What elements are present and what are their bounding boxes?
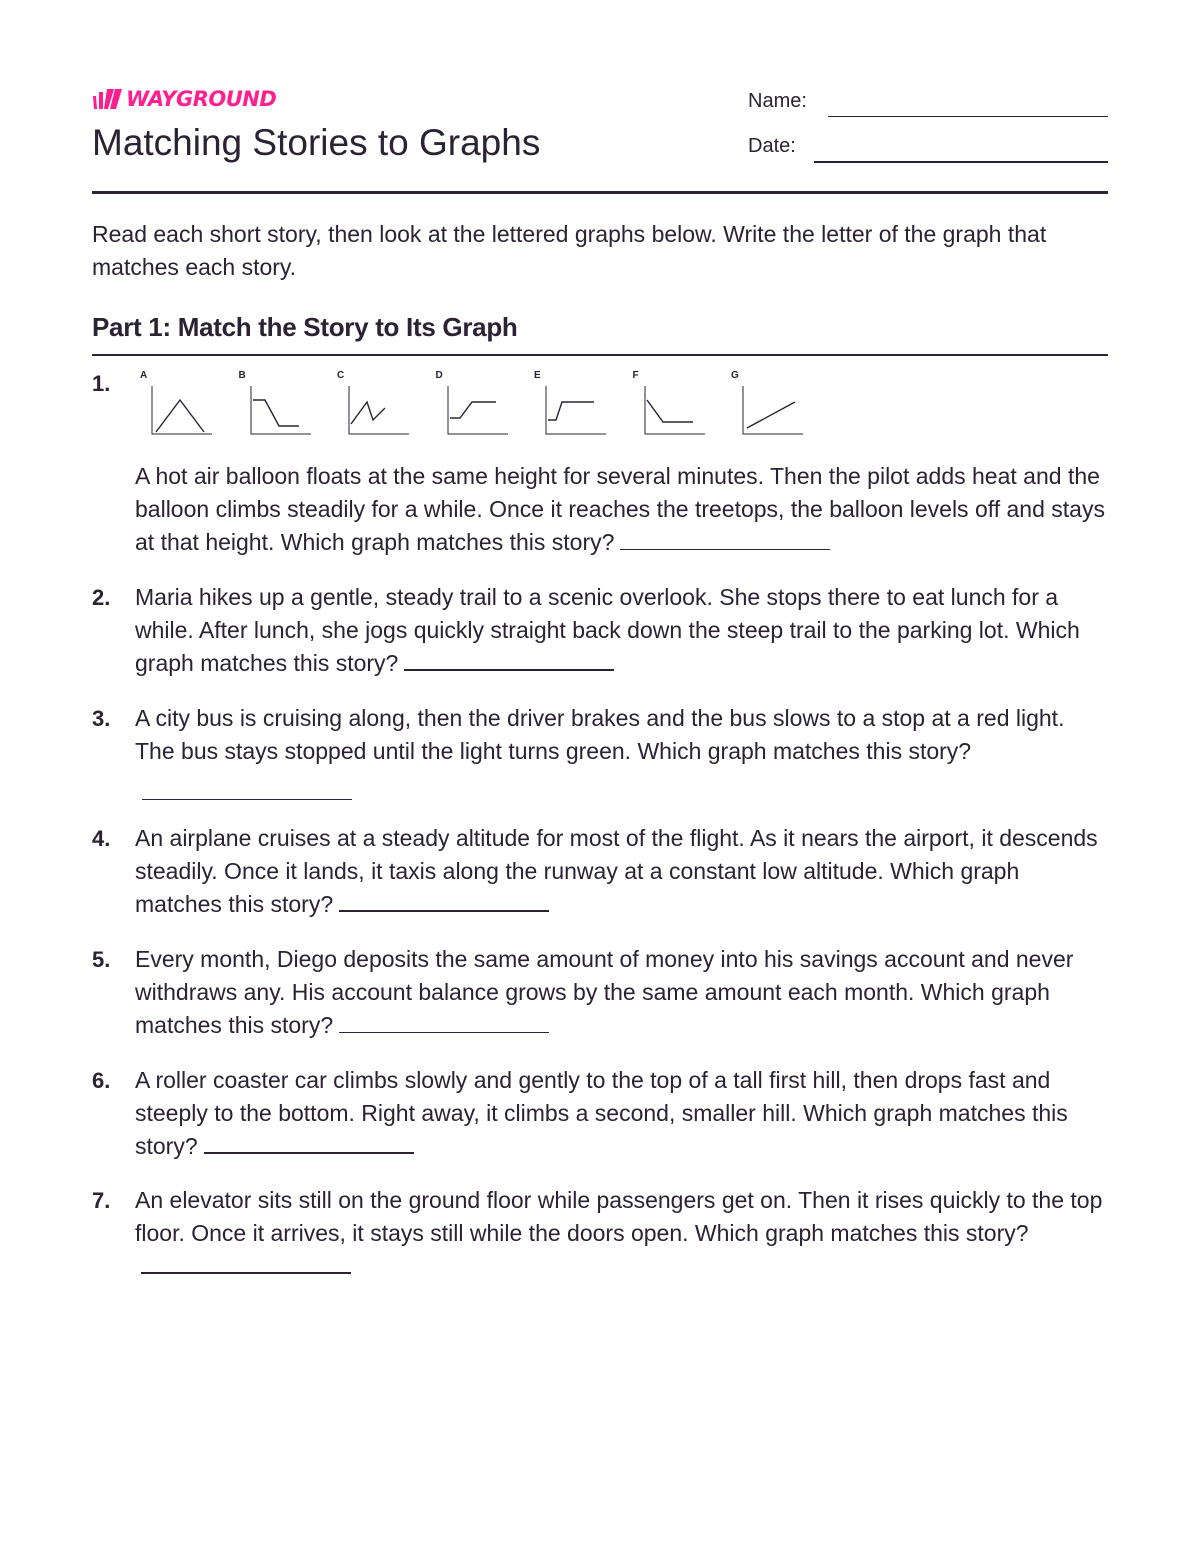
- question-3-answer-blank[interactable]: [142, 799, 352, 800]
- graph-d-line: [450, 402, 496, 418]
- graph-c: [339, 382, 405, 440]
- wayground-logo-icon: [92, 88, 122, 110]
- question-1-number: 1.: [92, 371, 111, 396]
- question-2: [135, 581, 1110, 680]
- question-5-number: 5.: [92, 947, 111, 972]
- graph-b-axes: [251, 386, 311, 434]
- question-5: [135, 943, 1110, 1042]
- graph-f: [635, 382, 701, 440]
- question-1-answer-blank[interactable]: [620, 531, 830, 550]
- name-field[interactable]: [828, 116, 1108, 117]
- graph-g-label: G: [731, 370, 739, 381]
- graph-a-line: [156, 400, 204, 432]
- graph-c-label: C: [337, 370, 345, 381]
- graph-e-line: [548, 402, 594, 420]
- question-4-text: An airplane cruises at a steady altitude for most of the flight. As it nears the airport, it descends steadily. Once it lands, it taxis along the runway at a constant low altitude. Which graph matches this story?: [135, 825, 1098, 917]
- question-6-number: 6.: [92, 1068, 111, 1093]
- graph-d: [438, 382, 504, 440]
- header-divider: [92, 191, 1108, 194]
- graph-b: [241, 382, 307, 440]
- graph-d-axes: [448, 386, 508, 434]
- graph-a-label: A: [140, 370, 148, 381]
- brand-name: WAYGROUND: [126, 87, 277, 111]
- instructions: Read each short story, then look at the lettered graphs below. Write the letter of the graph that matches each story.: [92, 221, 1047, 280]
- graph-c-line: [351, 402, 385, 424]
- question-7-number: 7.: [92, 1188, 111, 1213]
- graph-f-line: [647, 400, 693, 422]
- graph-g-axes: [743, 386, 803, 434]
- date-label: Date:: [748, 135, 796, 157]
- question-2-answer-blank[interactable]: [404, 651, 614, 671]
- graph-b-line: [253, 400, 299, 426]
- part-1-divider: [92, 354, 1108, 356]
- question-5-text: Every month, Diego deposits the same amount of money into his savings account and never withdraws any. His account balance grows by the same amount each month. Which graph matches this story?: [135, 946, 1074, 1038]
- graph-g-line: [747, 402, 795, 428]
- question-3: [135, 702, 1110, 768]
- question-3-text: A city bus is cruising along, then the driver brakes and the bus slows to a stop at a red light. The bus stays stopped until the light turns green. Which graph matches this story?: [135, 705, 1065, 764]
- graph-a-axes: [152, 386, 212, 434]
- graph-e: [536, 382, 602, 440]
- question-7-answer-blank[interactable]: [141, 1254, 351, 1274]
- graph-e-label: E: [534, 370, 541, 381]
- graph-e-axes: [546, 386, 606, 434]
- question-4: [135, 822, 1110, 921]
- graph-a: [142, 382, 208, 440]
- question-3-number: 3.: [92, 706, 111, 731]
- question-4-answer-blank[interactable]: [339, 892, 549, 912]
- question-7-text: An elevator sits still on the ground floor while passengers get on. Then it rises quickly to the top floor. Once it arrives, it stays still while the doors open. Which graph matches this story?: [135, 1187, 1103, 1246]
- graph-d-label: D: [435, 370, 443, 381]
- question-1-text: A hot air balloon floats at the same height for several minutes. Then the pilot adds heat and the balloon climbs steadily for a while. Once it reaches the treetops, the balloon levels off and stays at that height. Which graph matches this story?: [135, 463, 1105, 555]
- graph-f-label: F: [632, 370, 639, 381]
- part-1-title: Part 1: Match the Story to Its Graph: [92, 312, 518, 342]
- question-1: [135, 460, 1110, 559]
- question-6-text: A roller coaster car climbs slowly and gently to the top of a tall first hill, then drops fast and steeply to the bottom. Right away, it climbs a second, smaller hill. Which graph matches this story?: [135, 1067, 1068, 1159]
- question-4-number: 4.: [92, 826, 111, 851]
- page-title: Matching Stories to Graphs: [92, 122, 541, 163]
- question-2-number: 2.: [92, 585, 111, 610]
- graph-g: [733, 382, 799, 440]
- question-7: [135, 1184, 1110, 1283]
- question-5-answer-blank[interactable]: [339, 1014, 549, 1033]
- question-6: [135, 1064, 1110, 1163]
- brand-logo: [92, 86, 276, 112]
- name-label: Name:: [748, 90, 807, 112]
- graph-c-axes: [349, 386, 409, 434]
- date-field[interactable]: [814, 161, 1108, 163]
- question-2-text: Maria hikes up a gentle, steady trail to a scenic overlook. She stops there to eat lunch for a while. After lunch, she jogs quickly straight back down the steep trail to the parking lot. Which graph matches this story?: [135, 584, 1080, 676]
- question-6-answer-blank[interactable]: [204, 1134, 414, 1154]
- graph-b-label: B: [238, 370, 246, 381]
